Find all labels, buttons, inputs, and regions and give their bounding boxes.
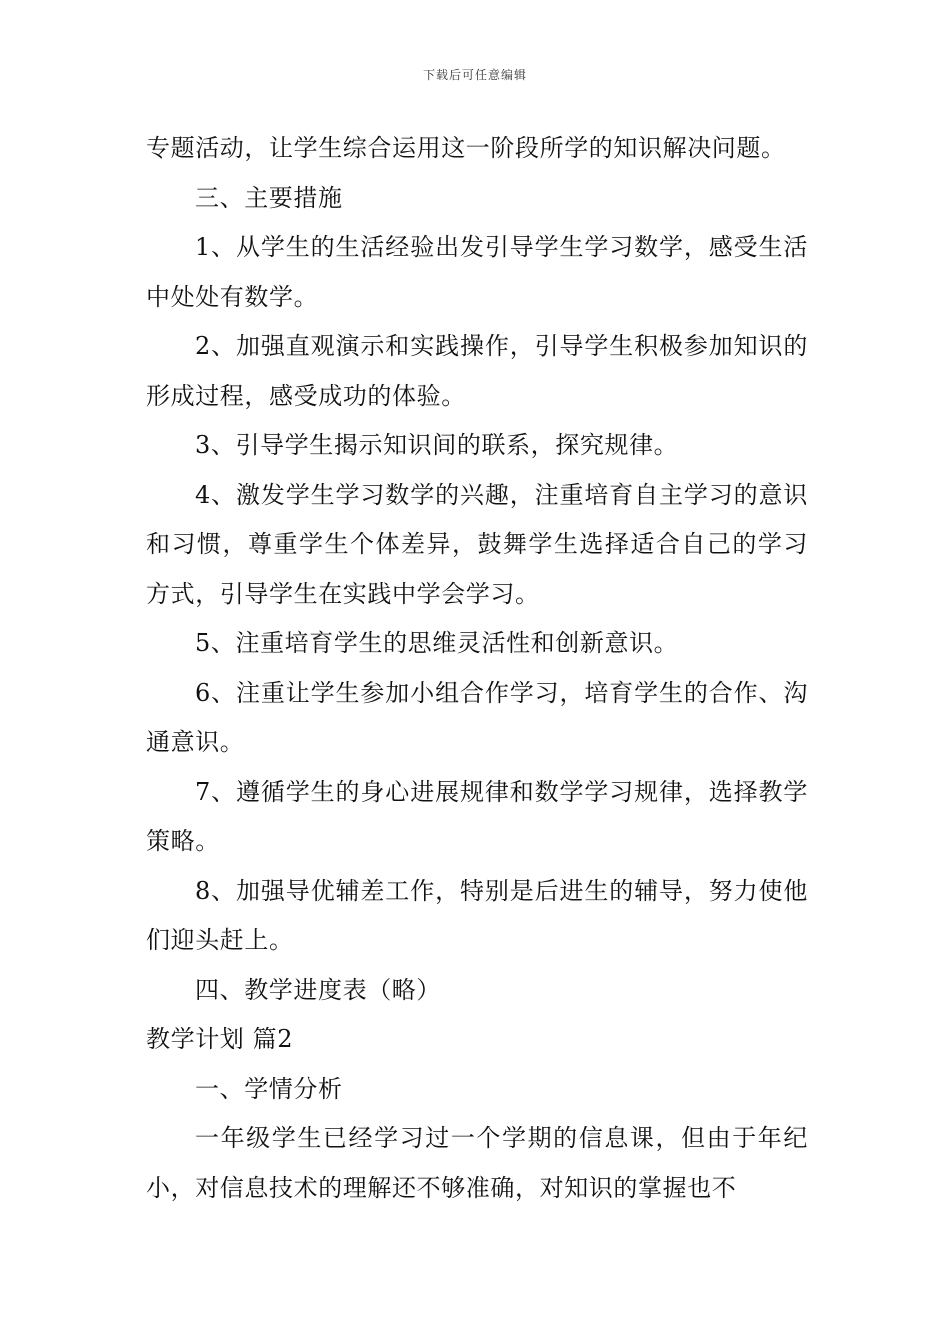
section-heading: 一、学情分析 (195, 1074, 343, 1103)
paragraph: 4、激发学生学习数学的兴趣，注重培育自主学习的意识和习惯，尊重学生个体差异，鼓舞学生选择适合自己的学习方式，引导学生在实践中学会学习。 (146, 480, 808, 608)
paragraph: 6、注重让学生参加小组合作学习，培育学生的合作、沟通意识。 (146, 678, 808, 756)
section-heading: 三、主要措施 (195, 183, 343, 212)
paragraph: 专题活动，让学生综合运用这一阶段所学的知识解决问题。 (146, 134, 786, 162)
document-title: 教学计划 篇2 (146, 1025, 294, 1053)
paragraph: 5、注重培育学生的思维灵活性和创新意识。 (195, 629, 679, 657)
paragraph: 一年级学生已经学习过一个学期的信息课，但由于年纪小，对信息技术的理解还不够准确，对知识的掌握也不 (146, 1124, 808, 1202)
paragraph: 1、从学生的生活经验出发引导学生学习数学，感受生活中处处有数学。 (146, 233, 808, 311)
paragraph: 3、引导学生揭示知识间的联系，探究规律。 (195, 431, 679, 459)
document-body (146, 124, 808, 1213)
paragraph: 2、加强直观演示和实践操作，引导学生积极参加知识的形成过程，感受成功的体验。 (146, 332, 808, 410)
paragraph: 7、遵循学生的身心进展规律和数学学习规律，选择教学策略。 (146, 777, 808, 855)
section-heading: 四、教学进度表（略） (195, 975, 441, 1004)
paragraph: 8、加强导优辅差工作，特别是后进生的辅导，努力使他们迎头赶上。 (146, 876, 808, 954)
page-header-note: 下载后可任意编辑 (422, 68, 527, 82)
